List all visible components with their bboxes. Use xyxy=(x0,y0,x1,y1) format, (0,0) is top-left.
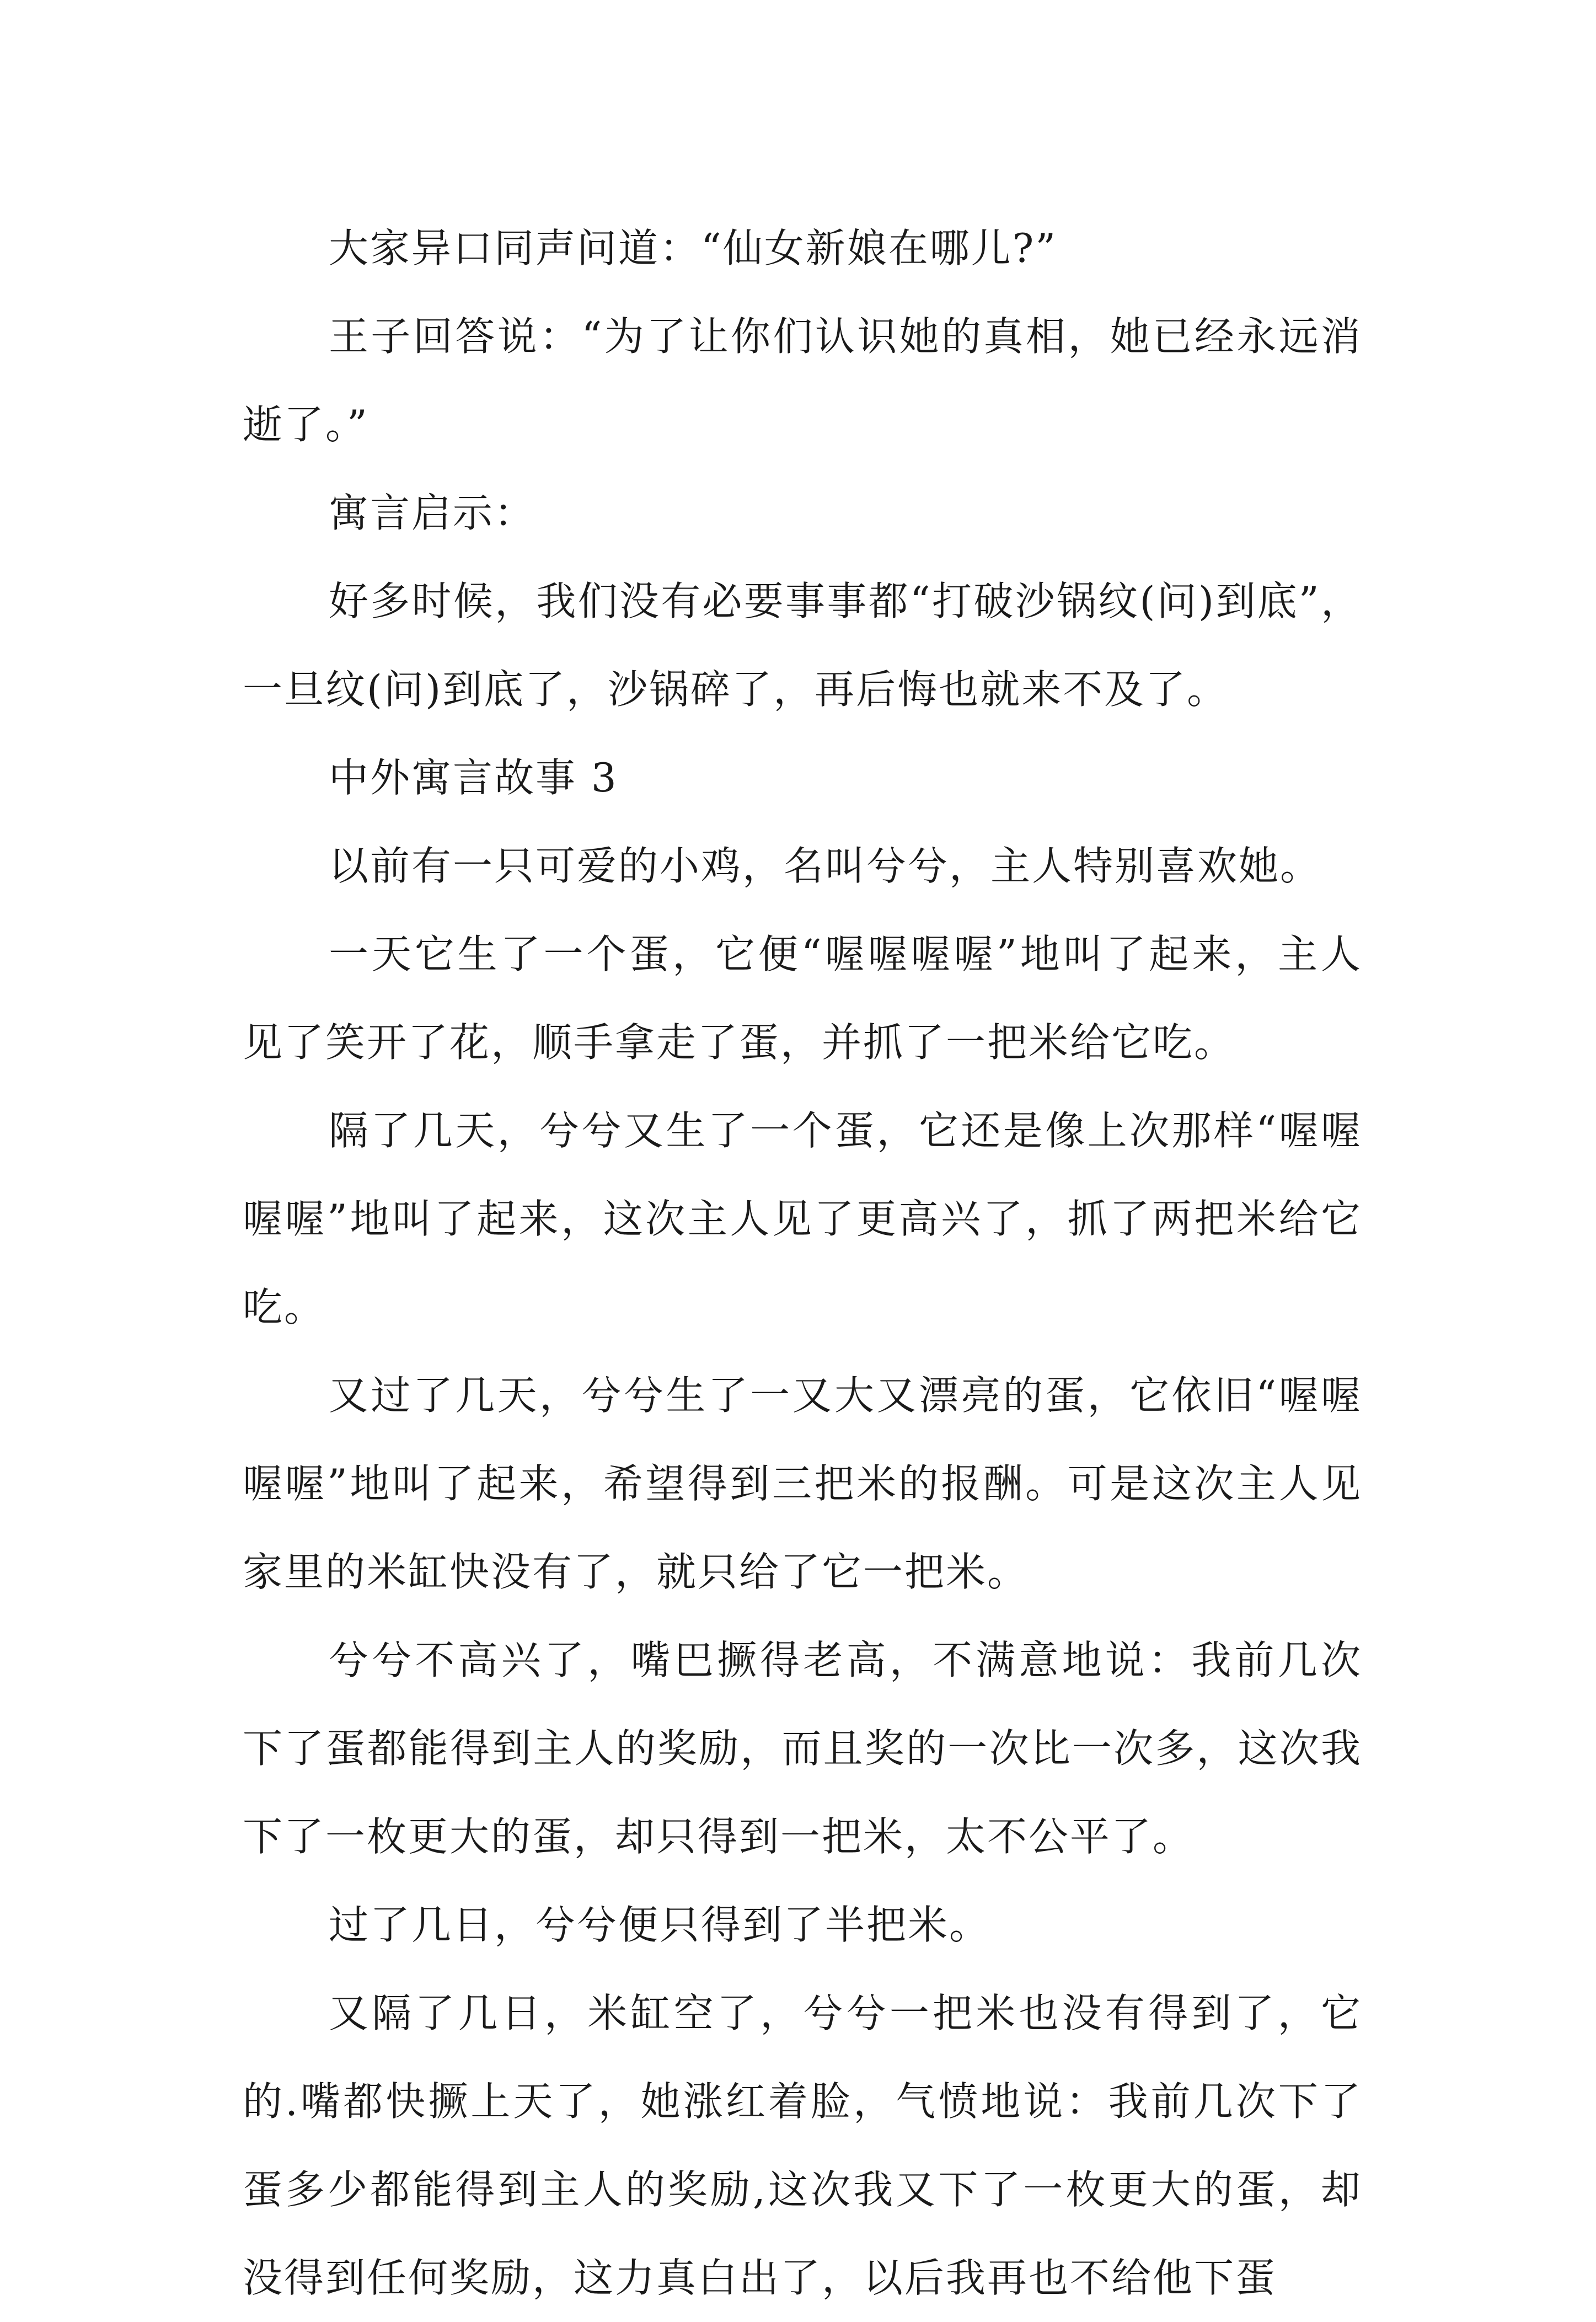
section-heading: 中外寓言故事 3 xyxy=(329,755,618,801)
paragraph-10: 过了几日，兮兮便只得到了半把米。 xyxy=(329,1902,991,1948)
paragraph-9: 兮兮不高兴了，嘴巴撅得老高，不满意地说：我前几次下了蛋都能得到主人的奖励，而且奖的一次比一次多，这次我下了一枚更大的蛋，却只得到一把米，太不公平了。 xyxy=(243,1637,1362,1860)
paragraph-6: 一天它生了一个蛋，它便“喔喔喔喔”地叫了起来，主人见了笑开了花，顺手拿走了蛋，并抓了一把米给它吃。 xyxy=(243,931,1362,1066)
paragraph-3: 寓言启示： xyxy=(329,490,536,536)
paragraph-7: 隔了几天，兮兮又生了一个蛋，它还是像上次那样“喔喔喔喔”地叫了起来，这次主人见了更高兴了，抓了两把米给它吃。 xyxy=(243,1108,1362,1330)
paragraph-11: 又隔了几日，米缸空了，兮兮一把米也没有得到了，它的.嘴都快撅上天了，她涨红着脸，气愤地说：我前几次下了蛋多少都能得到主人的奖励,这次我又下了一枚更大的蛋，却没得到任何奖励，这力真白出了，以后我再也不给他下蛋 xyxy=(243,1990,1362,2301)
document-body xyxy=(243,204,1362,2322)
paragraph-8: 又过了几天，兮兮生了一又大又漂亮的蛋，它依旧“喔喔喔喔”地叫了起来，希望得到三把米的报酬。可是这次主人见家里的米缸快没有了，就只给了它一把米。 xyxy=(243,1372,1362,1595)
paragraph-2: 王子回答说：“为了让你们认识她的真相，她已经永远消逝了。” xyxy=(243,313,1362,448)
paragraph-1: 大家异口同声问道：“仙女新娘在哪儿?” xyxy=(329,225,1058,271)
paragraph-4: 好多时候，我们没有必要事事都“打破沙锅纹(问)到底”，一旦纹(问)到底了，沙锅碎了，再后悔也就来不及了。 xyxy=(243,578,1362,713)
paragraph-5: 以前有一只可爱的小鸡，名叫兮兮，主人特别喜欢她。 xyxy=(329,843,1322,889)
